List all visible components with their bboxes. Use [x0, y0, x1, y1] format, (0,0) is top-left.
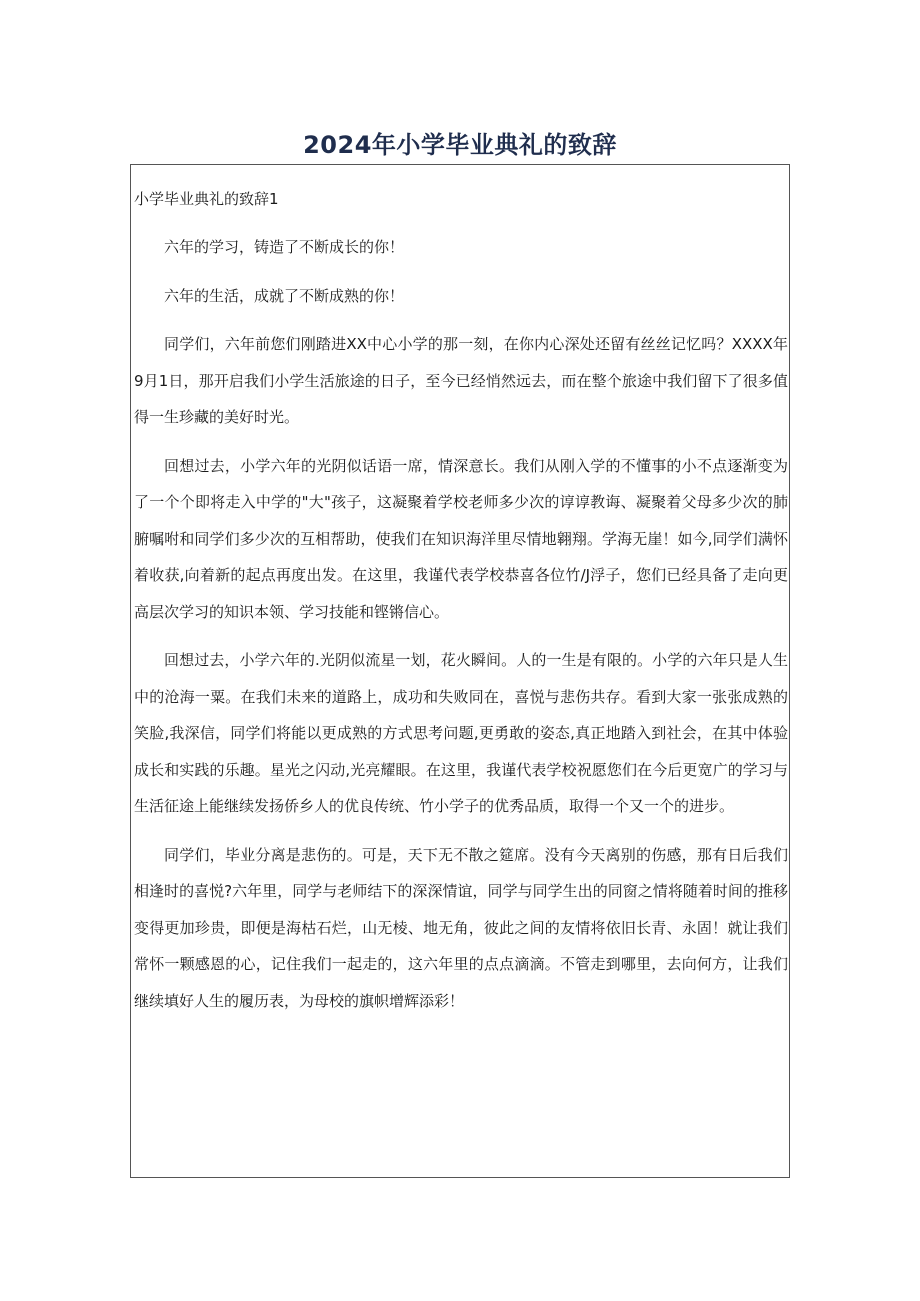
paragraph-1: 六年的学习，铸造了不断成长的你！: [164, 238, 405, 256]
paragraph-2: 六年的生活，成就了不断成熟的你！: [164, 286, 405, 305]
paragraph-3: 同学们，六年前您们刚踏进XX中心小学的那一刻，在你内心深处还留有丝丝记忆吗？XXXX年9月1日，那开启我们小学生活旅途的日子，至今已经悄然远去，而在整个旅途中我们留下了很多值得一生珍藏的美好时光。: [134, 335, 788, 426]
document-body: [134, 181, 788, 1019]
document-title: 2024年小学毕业典礼的致辞: [303, 131, 617, 160]
text-frame: [130, 164, 790, 1178]
paragraph-4: 回想过去，小学六年的光阴似话语一席，情深意长。我们从刚入学的不懂事的小不点逐渐变为了一个个即将走入中学的"大"孩子，这凝聚着学校老师多少次的谆谆教诲、凝聚着父母多少次的肺腑嘱咐和同学们多少次的互相帮助，使我们在知识海洋里尽情地翱翔。学海无崖！如今,同学们满怀着收获,向着新的起点再度出发。在这里，我谨代表学校恭喜各位竹/J浮子，您们已经具备了走向更高层次学习的知识本领、学习技能和铿锵信心。: [134, 456, 788, 621]
section-heading: 小学毕业典礼的致辞1: [134, 190, 279, 208]
paragraph-5: 回想过去，小学六年的.光阴似流星一划，花火瞬间。人的一生是有限的。小学的六年只是人生中的沧海一粟。在我们未来的道路上，成功和失败同在，喜悦与悲伤共存。看到大家一张张成熟的笑脸,我深信，同学们将能以更成熟的方式思考问题,更勇敢的姿态,真正地踏入到社会，在其中体验成长和实践的乐趣。星光之闪动,光亮耀眼。在这里，我谨代表学校祝愿您们在今后更宽广的学习与生活征途上能继续发扬侨乡人的优良传统、竹小学子的优秀品质，取得一个又一个的进步。: [134, 651, 788, 815]
paragraph-6: 同学们，毕业分离是悲伤的。可是，天下无不散之筵席。没有今天离别的伤感，那有日后我们相逢时的喜悦?六年里，同学与老师结下的深深情谊，同学与同学生出的同窗之情将随着时间的推移变得更加珍贵，即便是海枯石烂，山无棱、地无角，彼此之间的友情将依旧长青、永固！就让我们常怀一颗感恩的心，记住我们一起走的，这六年里的点点滴滴。不管走到哪里，去向何方，让我们继续填好人生的履历表，为母校的旗帜增辉添彩！: [134, 845, 788, 1010]
